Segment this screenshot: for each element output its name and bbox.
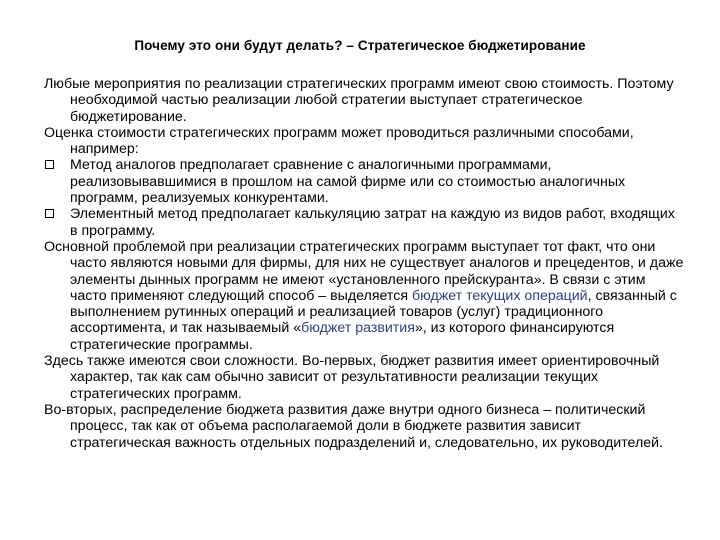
paragraph-text: Основной проблемой при реализации стратегических программ выступает тот факт, что они часто являются новыми для фирмы, для них не существует аналогов и прецедентов, и даже элементы дынных программ не имеют «установленного прейскуранта». В связи с этим часто применяют следующий способ – выделяется	[44, 238, 684, 304]
paragraph-difficulties: Здесь также имеются свои сложности. Во-первых, бюджет развития имеет ориентировочный характер, так как сам обычно зависит от результативности реализации текущих стратегических программ.	[44, 353, 660, 402]
checkbox-bullet-icon	[45, 160, 54, 169]
term-development-budget: бюджет развития	[301, 320, 415, 337]
paragraph-second-difficulty: Во-вторых, распределение бюджета развития даже внутри одного бизнеса – политический процесс, так как от объема располагаемой доли в бюджете развития зависит стратегическая важность отдельных подразделений и, следовательно, их руководителей.	[44, 401, 664, 451]
paragraph-intro: Любые мероприятия по реализации стратегических программ имеют свою стоимость. Поэтому необходимой частью реализации любой стратегии выступает стратегическое бюджетирование.	[44, 76, 674, 125]
slide-body	[44, 76, 684, 451]
paragraph-text: », из которого финансируются стратегические программы.	[70, 320, 615, 353]
paragraph-methods: Оценка стоимости стратегических программ может проводиться различными способами, например:	[44, 124, 634, 158]
checkbox-bullet-icon	[45, 209, 54, 218]
paragraph-text: , связанный с выполнением рутинных операций и реализацией товаров (услуг) традиционного ассортимента, и так называемый «	[70, 287, 677, 337]
slide-title: Почему это они будут делать? – Стратегическое бюджетирование	[134, 38, 586, 53]
paragraph-main-problem	[44, 239, 684, 353]
bullet-text: Метод аналогов предполагает сравнение с аналогичными программами, реализовывавшимися в прошлом на самой фирме или со стоимостью аналогичных программ, реализуемых конкурентами.	[70, 157, 626, 207]
bullet-text: Элементный метод предполагает калькуляцию затрат на каждую из видов работ, входящих в программу.	[70, 206, 675, 239]
bullet-item-analog-method	[44, 157, 684, 206]
bullet-item-element-method	[44, 206, 684, 239]
term-current-operations-budget: бюджет текущих операций	[411, 287, 588, 304]
